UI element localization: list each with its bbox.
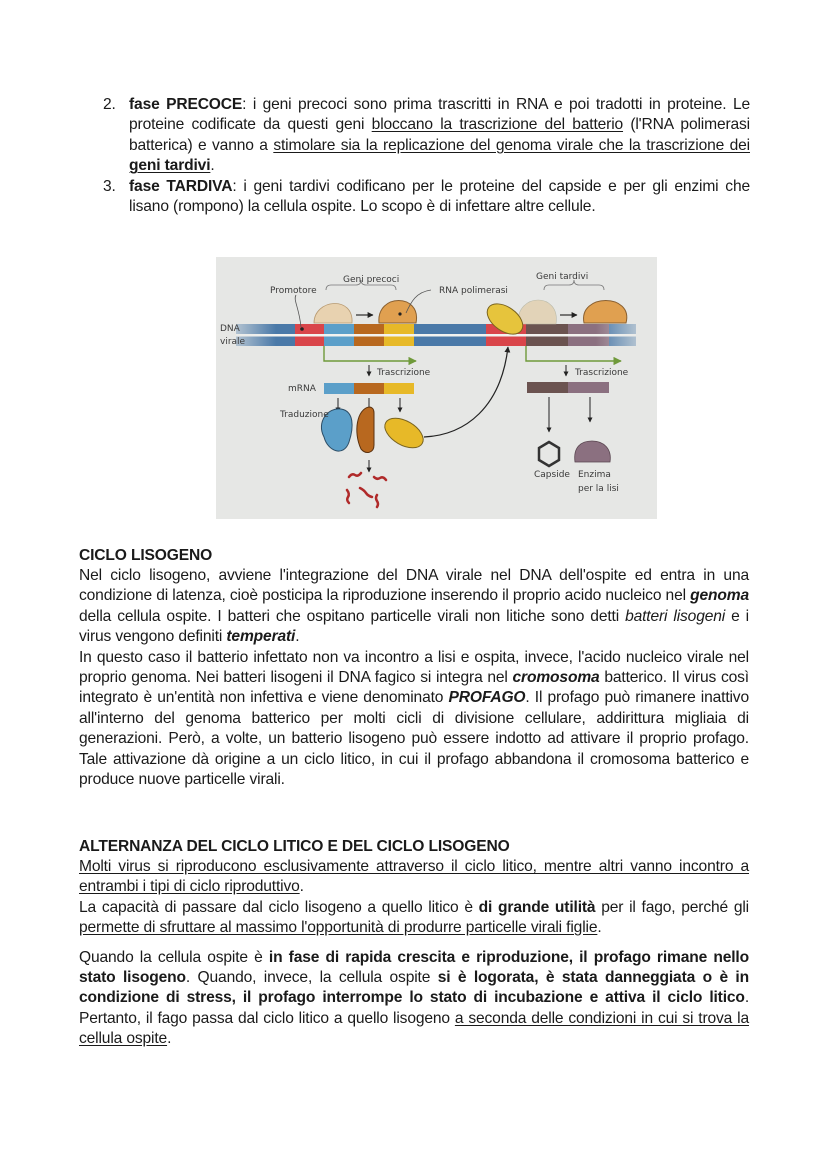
term-geni-tardivi: geni tardivi [129,157,211,175]
underlined-phrase: bloccano la trascrizione del batterio [371,116,624,134]
paragraph: In questo caso il batterio infettato non va incontro a lisi e ospita, invece, l'acido nucleico virale nel proprio genoma. Nei batteri lisogeni il DNA fagico si integra nel cromosoma batterico. Il virus così integrato è un'entità non infettiva e viene denominato PROFAGO. Il profago può rimanere inattivo all'interno del genoma batterico per molti cicli di divisione cellulare, addirittura migliaia di generazioni. Però, a volte, un batterio lisogeno può essere indotto ad attivare il proprio profago. Tale attivazione dà origine a un ciclo litico, in cui il profago abbandona il cromosoma batterico e produce nuove particelle virali. [79,648,749,789]
list-item-fase-tardiva: 3. fase TARDIVA: i geni tardivi codificano per le proteine del capside e per gli enzimi che lisano (rompono) la cellula ospite. Lo scopo è di infettare altre cellule. [103,177,750,216]
phase-list [103,95,750,217]
label-virale: virale [220,337,246,347]
capsid-hexagon-icon [539,442,559,466]
lysis-enzyme-icon [575,441,611,462]
label-per-la-lisi: per la lisi [578,484,619,494]
viral-dna-strand [216,321,657,349]
underlined-phrase: Molti virus si riproducono esclusivamente attraverso il ciclo litico, mentre altri vanno incontro a entrambi i tipi di ciclo riproduttivo [79,858,749,896]
gene-expression-diagram [216,257,657,519]
term-genoma: genoma [690,587,749,605]
term-cromosoma: cromosoma [512,669,600,687]
label-traduzione: Traduzione [280,410,329,420]
diagram-svg [216,257,657,519]
label-enzima: Enzima [578,470,611,480]
early-protein-brown-icon [357,407,374,452]
label-geni-tardivi: Geni tardivi [536,272,589,282]
underlined-phrase: permette di sfruttare al massimo l'opportunità di produrre particelle virali figlie [79,919,598,937]
underlined-phrase: stimolare sia la replicazione del genoma virale che la trascrizione dei geni tardivi [129,136,750,175]
paragraph: Nel ciclo lisogeno, avviene l'integrazione del DNA virale nel DNA dell'ospite ed entra in una condizione di latenza, cioè posticipa la riproduzione inserendo il proprio acido nucleico nel genoma della cellula ospite. I batteri che ospitano particelle virali non litiche sono detti batteri lisogeni e i virus vengono definiti temperati. [79,567,749,646]
term-batteri-lisogeni: batteri lisogeni [625,607,726,625]
term-profago: PROFAGO [448,689,526,707]
term-fase-precoce: fase PRECOCE [129,96,243,113]
label-dna: DNA [220,324,240,334]
label-promotore: Promotore [270,286,317,296]
label-capside: Capside [534,470,570,480]
underlined-phrase: a seconda delle condizioni in cui si trova la cellula ospite [79,1009,749,1048]
early-protein-yellow-icon [380,412,428,454]
section-alternanza [79,837,749,1050]
term-fase-tardiva: fase TARDIVA [129,177,233,195]
section-ciclo-lisogeno [79,546,749,790]
list-number: 3. [103,177,116,195]
early-mrna [324,383,414,394]
early-transcription-arrow [324,346,416,361]
label-rna-polimerasi: RNA polimerasi [439,286,508,296]
paragraph: Quando la cellula ospite è in fase di rapida crescita e riproduzione, il profago rimane nello stato lisogeno. Quando, invece, la cellula ospite si è logorata, è stata danneggiata o è in condizione di stress, il profago interrompe lo stato di incubazione e attiva il ciclo litico. Pertanto, il fago passa dal ciclo litico a quello lisogeno a seconda delle condizioni in cui si trova la cellula ospite. [79,948,749,1048]
paragraph: La capacità di passare dal ciclo lisogeno a quello litico è di grande utilità per il fago, perché gli permette di sfruttare al massimo l'opportunità di produrre particelle virali figlie. [79,898,749,937]
list-item-fase-precoce: 2. fase PRECOCE: i geni precoci sono prima trascritti in RNA e poi tradotti in proteine. Le proteine codificate da questi geni bloccano la trascrizione del batterio (l'RNA polimerasi batterica) e vanno a stimolare sia la replicazione del genoma virale che la trascrizione dei geni tardivi. [103,96,750,175]
polymerase-inactive-icon [314,303,352,323]
term-temperati: temperati [226,628,296,646]
label-mrna: mRNA [288,384,316,394]
paragraph: Molti virus si riproducono esclusivamente attraverso il ciclo litico, mentre altri vanno incontro a entrambi i tipi di ciclo riproduttivo. [79,858,749,896]
viral-dna-fragments-icon [347,473,386,507]
late-mrna [527,382,609,393]
heading-alternanza: ALTERNANZA DEL CICLO LITICO E DEL CICLO LISOGENO [79,838,510,855]
label-geni-precoci: Geni precoci [343,275,400,285]
label-trascrizione-late: Trascrizione [575,368,629,378]
list-number: 2. [103,96,116,113]
late-polymerase-icon [584,301,627,324]
label-trascrizione-early: Trascrizione [377,368,431,378]
heading-ciclo-lisogeno: CICLO LISOGENO [79,547,213,564]
activation-arrow [424,347,508,437]
